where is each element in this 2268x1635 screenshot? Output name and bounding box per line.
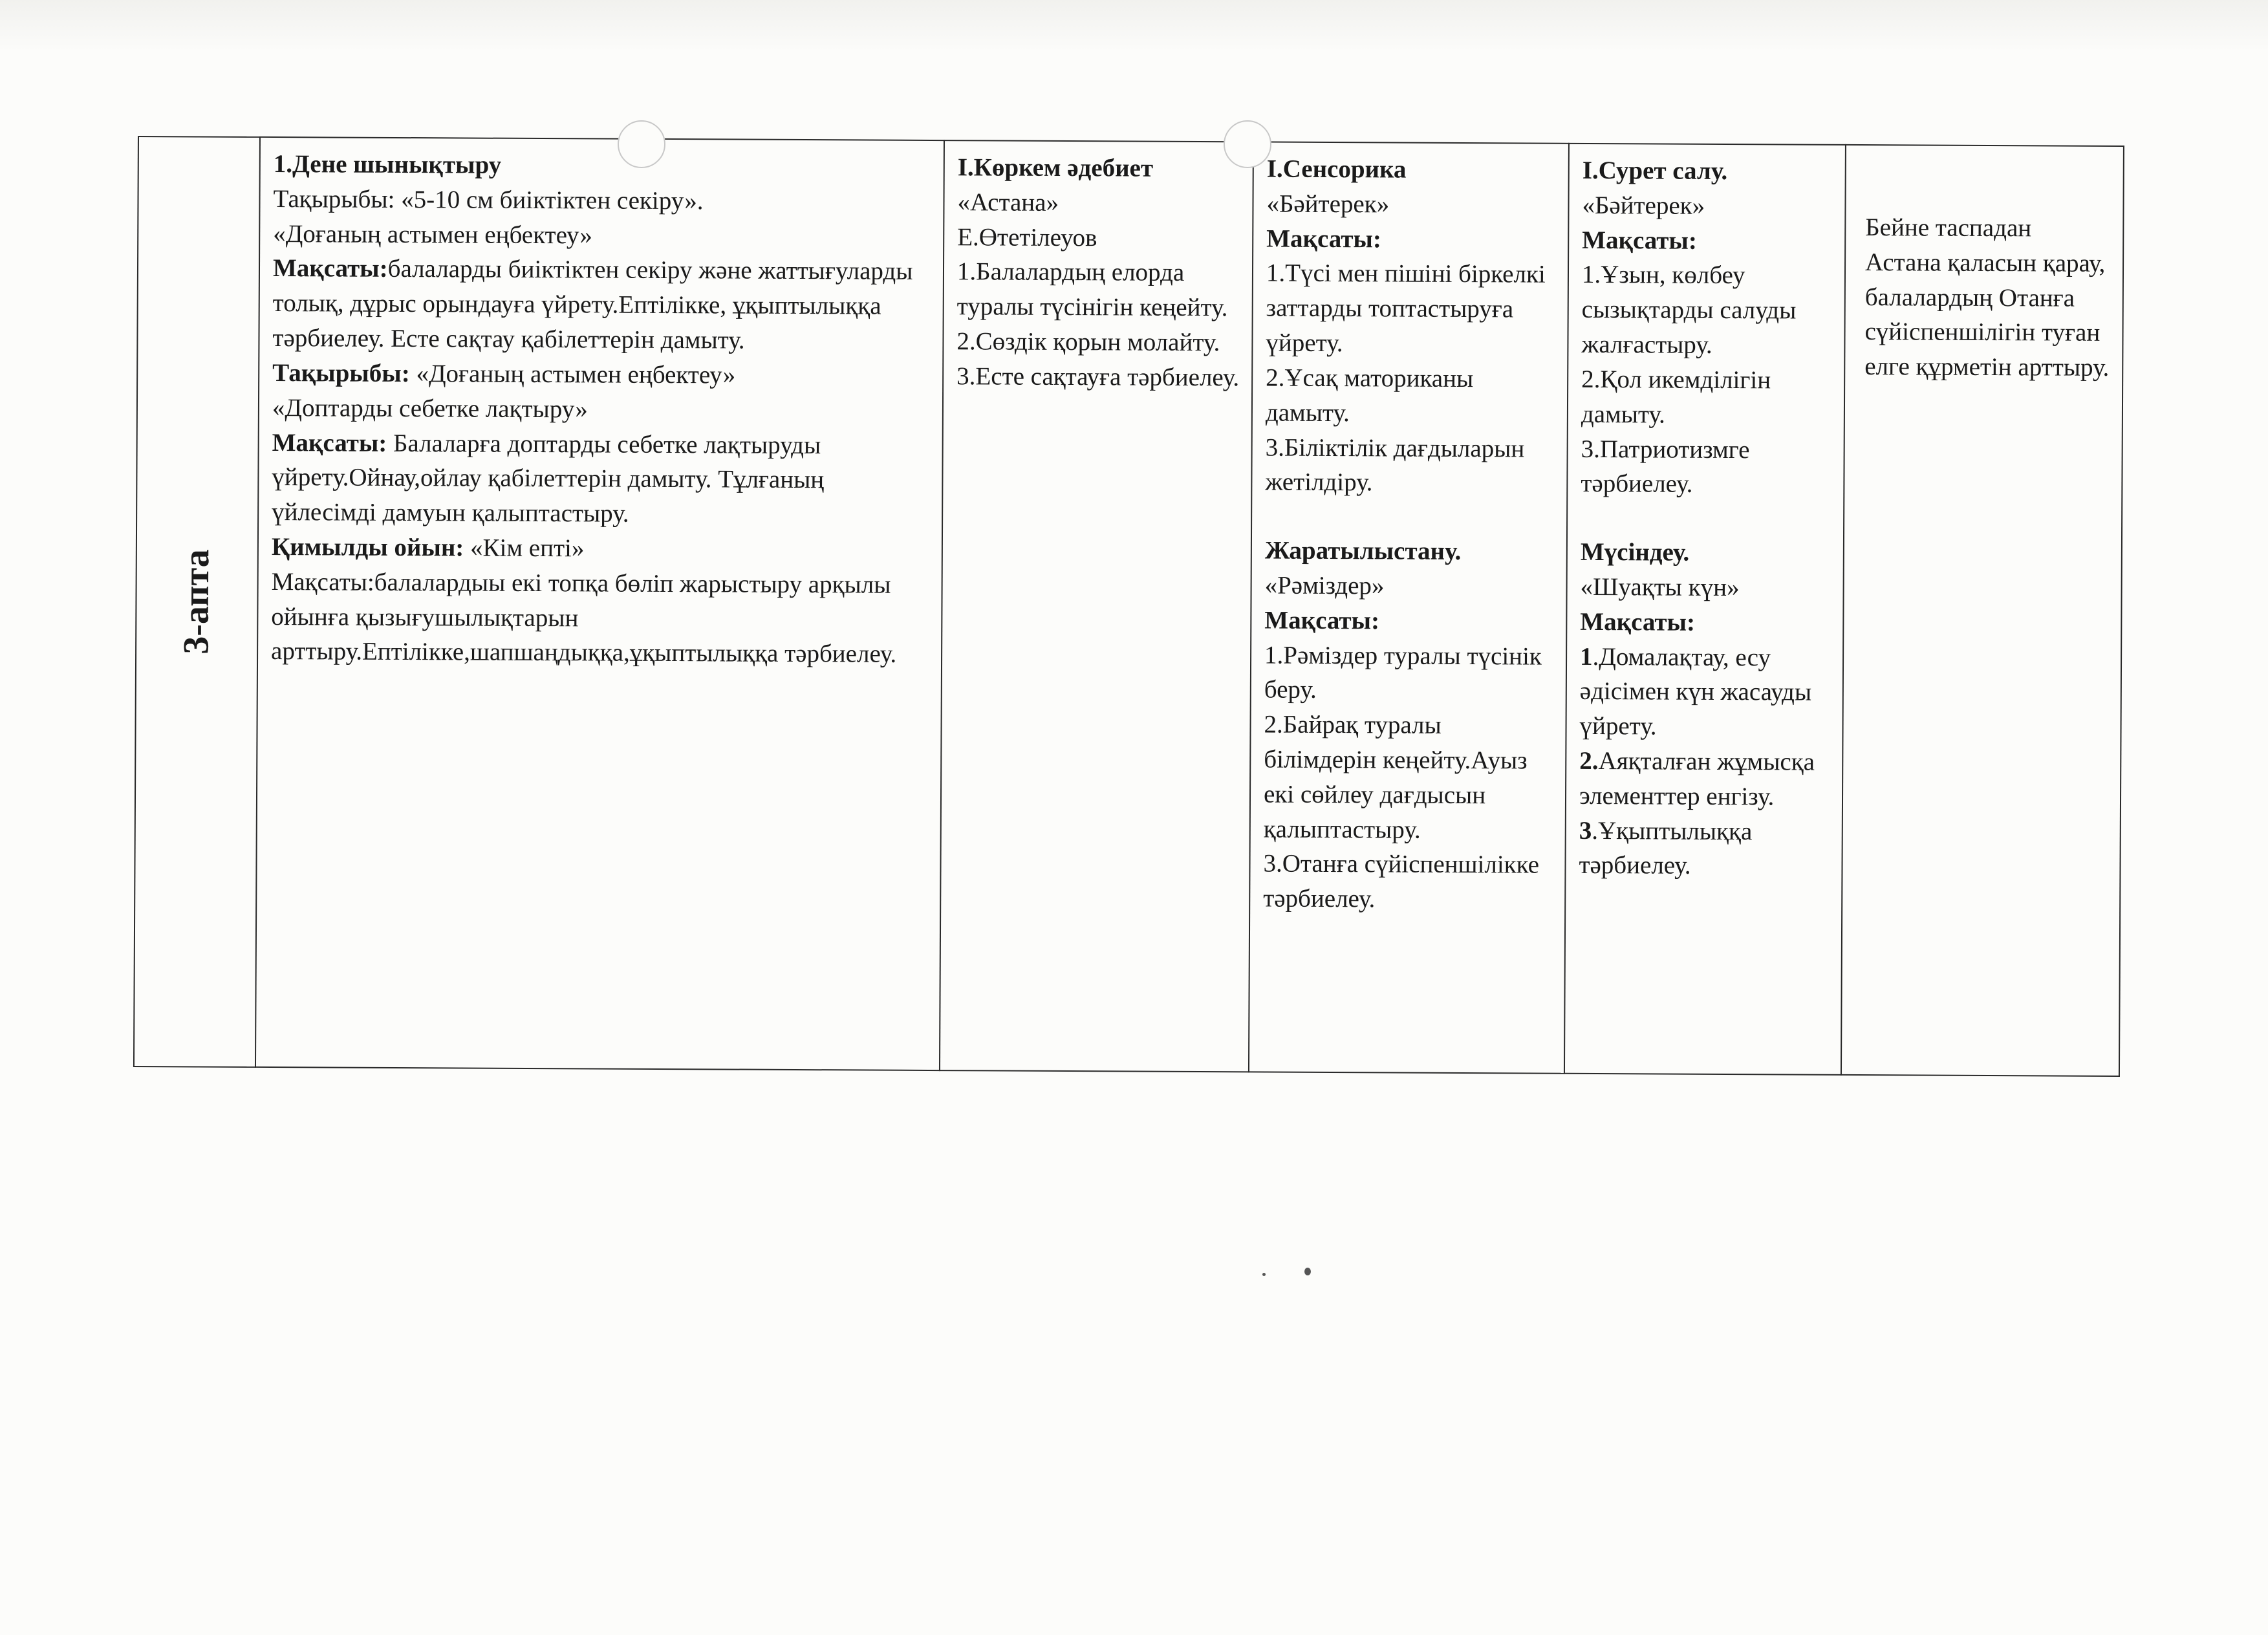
text-line — [956, 359, 1240, 395]
line-text: Тақырыбы: «5-10 см биіктіктен секіру». — [273, 184, 704, 215]
lesson-plan-table — [133, 136, 2124, 1077]
text-line — [274, 147, 932, 185]
text-line — [272, 530, 930, 568]
line-spacer — [1265, 500, 1555, 535]
text-line — [273, 182, 931, 220]
line-text: 2.Қол икемділігін дамыту. — [1581, 365, 1771, 429]
literature-cell — [940, 140, 1253, 1072]
line-text: Мүсіндеу. — [1580, 538, 1690, 567]
text-line — [1266, 360, 1556, 431]
text-line — [1264, 603, 1554, 639]
week-label: 3-апта — [176, 549, 217, 655]
text-line — [1580, 605, 1831, 641]
text-line — [1582, 188, 1833, 224]
line-text: 1.Рәміздер туралы түсінік беру. — [1264, 641, 1542, 704]
line-text: I.Сенсорика — [1266, 155, 1407, 184]
text-line — [1266, 256, 1556, 362]
line-text: 1.Дене шынықтыру — [273, 150, 502, 179]
line-text: «Доғаның астымен еңбектеу» — [409, 359, 736, 389]
line-text: «Рәміздер» — [1264, 571, 1385, 600]
punch-hole-mark — [1224, 120, 1271, 168]
text-line — [1582, 153, 1833, 189]
line-text: Мақсаты:балалардыы екі топқа бөліп жарыстыру арқылы ойынға қызығушылықтарын арттыру.Ептілікке,шапшаңдыққа,ұқыптылыққа тәрбиелеу. — [271, 567, 897, 669]
text-line — [1265, 534, 1555, 570]
line-text: Мақсаты: — [1582, 226, 1697, 255]
line-text: .Ұқыптылыққа тәрбиелеу. — [1579, 816, 1753, 880]
line-text: 1.Балалардың елорда туралы түсінігін кеңейту. — [956, 257, 1228, 322]
line-text: Мақсаты: — [1266, 224, 1382, 254]
line-text: «Астана» — [957, 188, 1059, 217]
text-line — [1581, 362, 1833, 433]
scan-speck — [1262, 1273, 1266, 1276]
line-text: 1.Ұзын, көлбеу сызықтарды салуды жалғастыру. — [1581, 261, 1797, 359]
line-label: Қимылды ойын: — [271, 532, 464, 562]
text-line — [272, 426, 931, 533]
text-line — [957, 220, 1240, 256]
line-text: «Доғаның астымен еңбектеу» — [273, 219, 593, 250]
week-cell — [134, 136, 260, 1067]
line-text: «Доптарды себетке лақтыру» — [272, 393, 588, 424]
text-line — [273, 217, 931, 255]
line-text: 3.Патриотизмге тәрбиелеу. — [1581, 435, 1750, 499]
text-line — [956, 324, 1240, 360]
line-text: 2.Ұсақ маториканы дамыту. — [1265, 363, 1474, 427]
punch-hole-mark — [618, 120, 665, 168]
text-line — [1266, 221, 1556, 257]
text-line — [272, 356, 931, 394]
scan-edge — [0, 0, 2268, 52]
line-label: 3 — [1579, 816, 1592, 845]
text-line — [271, 565, 930, 672]
line-label: Мақсаты: — [272, 254, 388, 283]
line-text: Е.Өтетілеуов — [957, 222, 1097, 252]
text-line — [957, 255, 1241, 326]
line-text: Мақсаты: — [1264, 606, 1380, 635]
text-line — [1266, 186, 1556, 222]
line-label: 2. — [1579, 746, 1599, 775]
text-line — [272, 391, 931, 429]
text-line — [1581, 535, 1831, 571]
line-text: 1.Түсі мен пішіні біркелкі заттарды топтастыруға үйрету. — [1266, 259, 1546, 358]
physical-education-cell — [255, 137, 944, 1070]
text-line — [957, 185, 1240, 221]
text-line — [1864, 210, 2111, 385]
line-label: Тақырыбы: — [272, 358, 410, 387]
line-text: «Бәйтерек» — [1582, 191, 1705, 220]
drawing-modeling-cell — [1564, 144, 1846, 1075]
scan-speck — [1304, 1268, 1311, 1275]
text-line — [1582, 223, 1833, 259]
sensory-nature-cell — [1249, 142, 1569, 1073]
text-line — [1581, 257, 1833, 363]
line-text: «Кім епті» — [464, 534, 585, 563]
line-text: «Бәйтерек» — [1266, 189, 1390, 219]
text-line — [272, 251, 931, 358]
text-line — [1264, 708, 1554, 848]
text-line — [958, 150, 1241, 186]
line-text: Мақсаты: — [1580, 607, 1696, 636]
line-text: Балаларға доптарды себетке лақтыруды үйрету.Ойнау,ойлау қабілеттерін дамыту. Тұлғаның үйлесімді дамуын қалыптастыру. — [272, 429, 825, 528]
text-line — [1580, 570, 1831, 606]
line-text: Аяқталған жұмысқа элементтер енгізу. — [1579, 747, 1815, 811]
line-label: Мақсаты: — [272, 428, 387, 457]
line-text: Жаратылыстану. — [1264, 536, 1462, 566]
line-text: 3.Біліктілік дағдыларын жетілдіру. — [1265, 433, 1525, 497]
text-line — [1579, 814, 1830, 885]
text-line — [1264, 638, 1555, 709]
line-text: 3.Есте сақтауға тәрбиелеу. — [956, 362, 1240, 392]
text-line — [1265, 430, 1555, 501]
line-text: 2.Байрақ туралы білімдерін кеңейту.Ауыз екі сөйлеу дағдысын қалыптастыру. — [1263, 710, 1528, 844]
line-text: балаларды биіктіктен секіру және жаттығуларды толық, дұрыс орындауға үйрету.Ептілікке, ұқыптылыққа тәрбиелеу. Есте сақтау қабілеттерін дамыту. — [272, 255, 913, 354]
line-text: I.Сурет салу. — [1582, 156, 1728, 186]
text-line — [1581, 431, 1832, 503]
table-row — [134, 136, 2124, 1076]
text-line — [1267, 152, 1557, 188]
line-text: «Шуақты күн» — [1580, 572, 1740, 602]
line-text: .Домалақтау, есу әдісімен күн жасауды үйрету. — [1579, 642, 1812, 741]
text-line — [1579, 744, 1831, 815]
line-text: I.Көркем әдебиет — [957, 153, 1154, 182]
text-line — [1263, 847, 1553, 918]
line-spacer — [1581, 501, 1831, 536]
line-text: Бейне таспадан Астана қаласын қарау, балалардың Отанға сүйіспеншілігін туған елге құрметін арттыру. — [1864, 213, 2110, 382]
text-line — [1264, 568, 1554, 604]
line-text: 2.Сөздік қорын молайту. — [956, 327, 1220, 357]
line-text: 3.Отанға сүйіспеншілікке тәрбиелеу. — [1263, 849, 1540, 913]
video-activity-cell — [1841, 145, 2124, 1076]
text-line — [1579, 639, 1831, 744]
lesson-plan-table-wrap — [133, 136, 2123, 1077]
line-label: 1 — [1579, 642, 1593, 671]
